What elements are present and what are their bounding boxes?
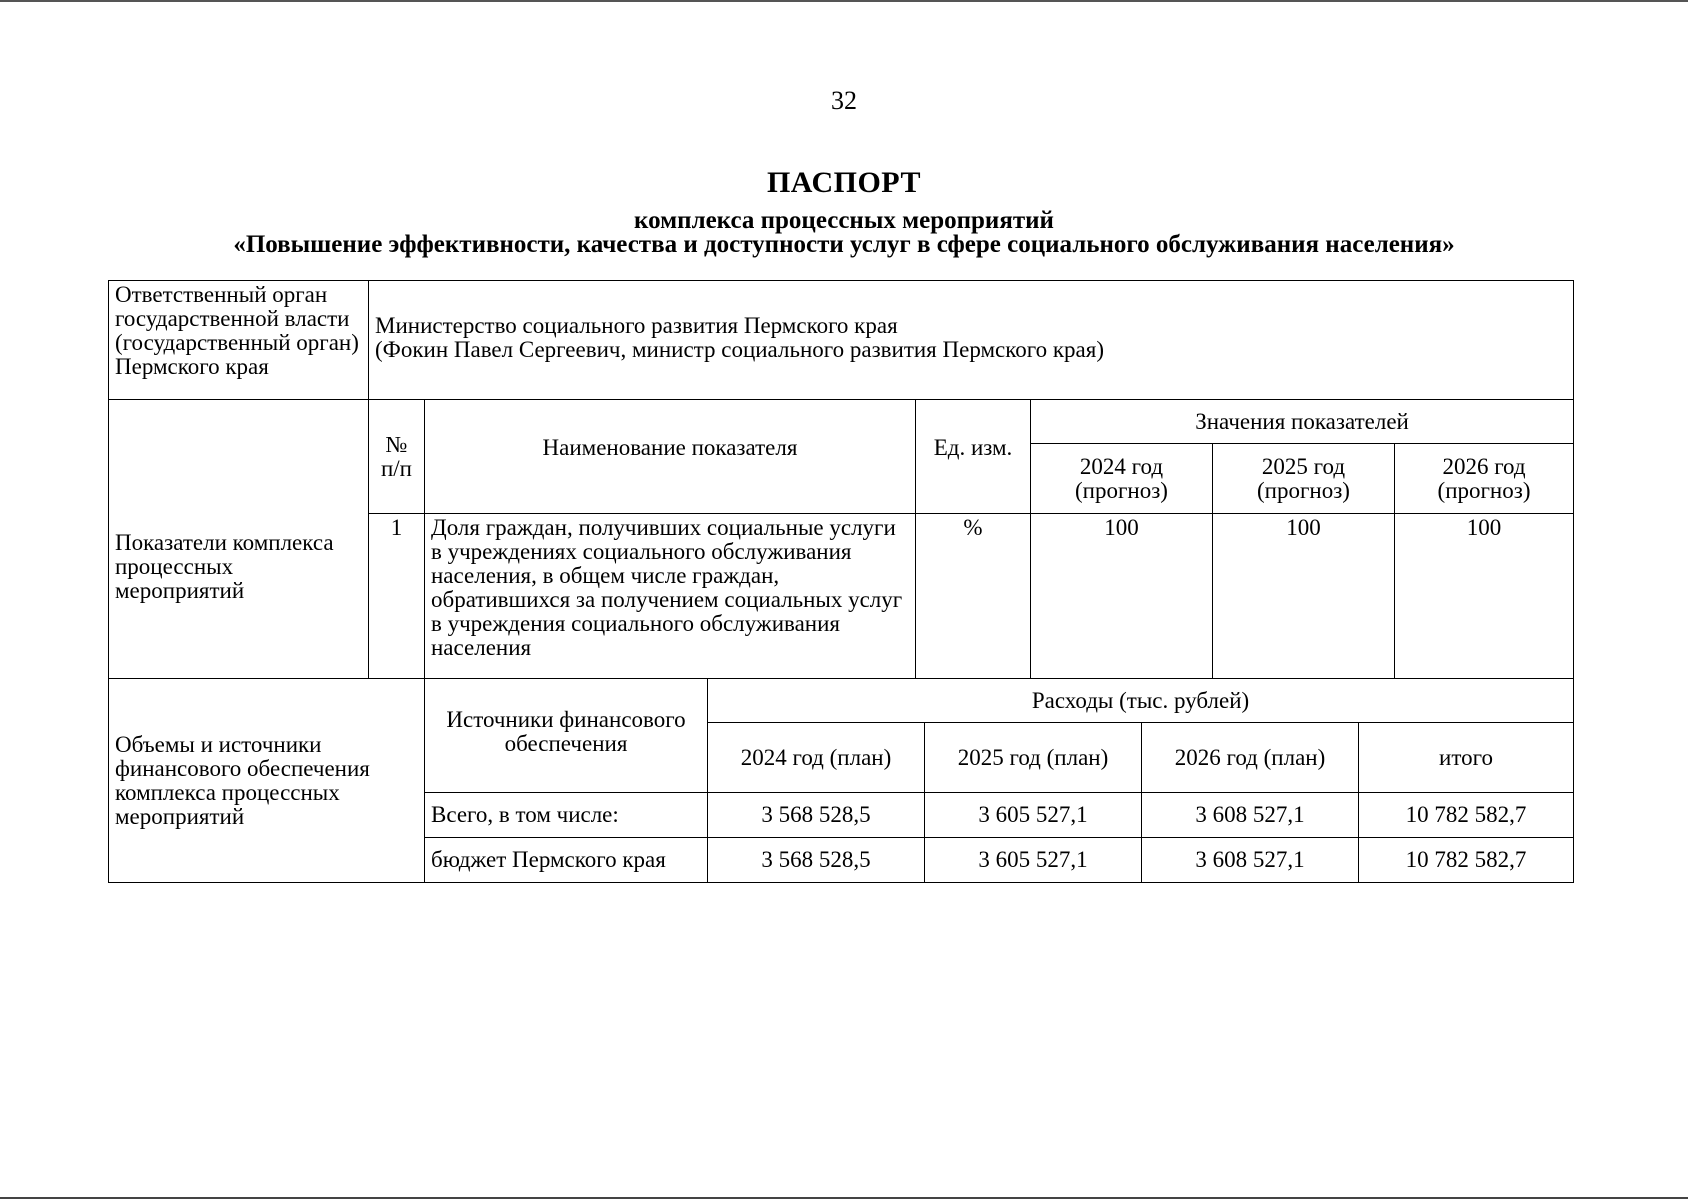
col-unit-header: Ед. изм.: [916, 400, 1031, 514]
col-expenses-header: Расходы (тыс. рублей): [708, 679, 1574, 723]
year-2025-plan: 2025 год (план): [925, 723, 1142, 793]
responsible-ministry: Министерство социального развития Пермского края: [375, 313, 898, 338]
finance-header-row: [109, 679, 1574, 723]
col-source-header: Источники финансового обеспечения: [425, 679, 708, 793]
document-title: ПАСПОРТ: [766, 166, 922, 199]
finance-source-budget: бюджет Пермского края: [425, 838, 708, 883]
finance-table: [108, 678, 1574, 883]
year-2025-forecast: 2025 год (прогноз): [1213, 444, 1395, 514]
col-number-header: № п/п: [369, 400, 425, 514]
responsible-value: [369, 281, 1574, 400]
col-indicator-name-header: Наименование показателя: [425, 400, 916, 514]
finance-budget-2026: 3 608 527,1: [1142, 838, 1359, 883]
finance-total-2025: 3 605 527,1: [925, 793, 1142, 838]
responsible-row: [109, 281, 1574, 400]
scan-bottom-border: [0, 1197, 1688, 1199]
finance-budget-2024: 3 568 528,5: [708, 838, 925, 883]
scan-top-border: [0, 0, 1688, 2]
year-2024-forecast: 2024 год (прогноз): [1031, 444, 1213, 514]
indicator-value-2026: 100: [1395, 514, 1574, 679]
finance-source-total: Всего, в том числе:: [425, 793, 708, 838]
page-number: 32: [831, 86, 857, 115]
indicator-value-2025: 100: [1213, 514, 1395, 679]
finance-total-2026: 3 608 527,1: [1142, 793, 1359, 838]
indicator-unit: %: [916, 514, 1031, 679]
indicators-header-row: [109, 400, 1574, 444]
indicators-label: Показатели комплекса процессных мероприятий: [109, 400, 369, 679]
finance-label: Объемы и источники финансового обеспечения комплекса процессных мероприятий: [109, 679, 425, 883]
year-2026-forecast: 2026 год (прогноз): [1395, 444, 1574, 514]
document-subtitle-program: «Повышение эффективности, качества и доступности услуг в сфере социального обслуживания населения»: [233, 231, 1455, 258]
responsible-minister: (Фокин Павел Сергеевич, министр социального развития Пермского края): [375, 337, 1104, 362]
col-total-header: итого: [1359, 723, 1574, 793]
document-subtitle: комплекса процессных мероприятий: [634, 207, 1054, 234]
year-2024-plan: 2024 год (план): [708, 723, 925, 793]
indicator-name: Доля граждан, получивших социальные услуги в учреждениях социального обслуживания населения, в общем числе граждан, обратившихся за получением социальных услуг в учреждения социального обслуживания населения: [425, 514, 916, 679]
finance-total-sum: 10 782 582,7: [1359, 793, 1574, 838]
finance-budget-sum: 10 782 582,7: [1359, 838, 1574, 883]
finance-budget-2025: 3 605 527,1: [925, 838, 1142, 883]
indicator-number: 1: [369, 514, 425, 679]
col-values-header: Значения показателей: [1031, 400, 1574, 444]
passport-table: [108, 280, 1574, 679]
year-2026-plan: 2026 год (план): [1142, 723, 1359, 793]
finance-total-2024: 3 568 528,5: [708, 793, 925, 838]
responsible-label: Ответственный орган государственной власти (государственный орган) Пермского края: [109, 281, 369, 400]
indicator-value-2024: 100: [1031, 514, 1213, 679]
